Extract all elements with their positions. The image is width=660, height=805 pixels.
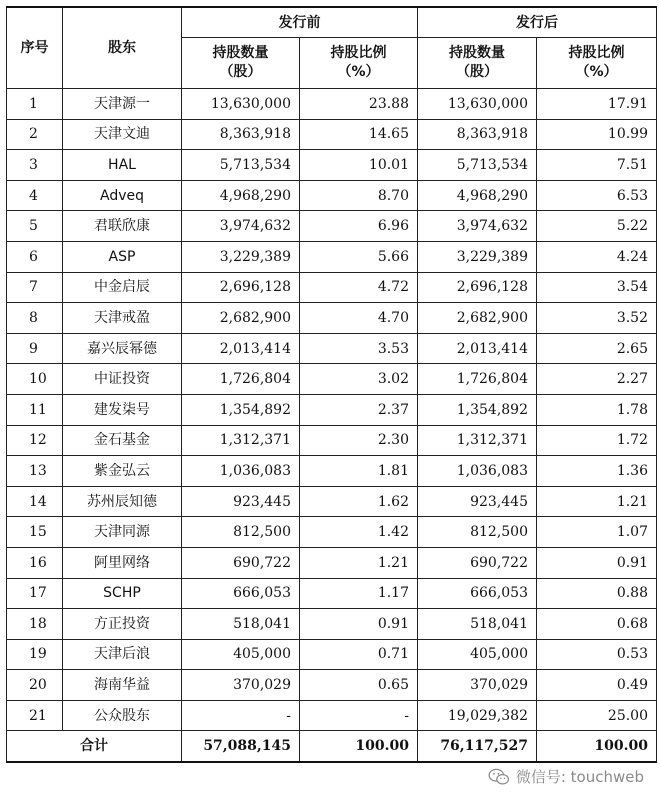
- row-before-pct: 1.42: [300, 517, 418, 548]
- total-row: [7, 731, 657, 763]
- table-row: [7, 364, 657, 395]
- row-shareholder: 阿里网络: [63, 547, 182, 578]
- row-shareholder: 天津戒盈: [63, 303, 182, 334]
- header-after-pct: [537, 38, 657, 89]
- header-qty-unit: （股）: [456, 64, 498, 80]
- header-qty-label: 持股数量: [212, 45, 269, 61]
- row-before-pct: -: [300, 700, 418, 731]
- row-seq: 15: [7, 517, 63, 548]
- table-row: [7, 241, 657, 272]
- header-pct-label: 持股比例: [330, 45, 387, 61]
- row-before-pct: 14.65: [300, 119, 418, 150]
- row-after-qty: 1,312,371: [418, 425, 537, 456]
- row-seq: 9: [7, 333, 63, 364]
- row-before-qty: 2,696,128: [182, 272, 300, 303]
- row-before-pct: 1.21: [300, 547, 418, 578]
- table-row: [7, 119, 657, 150]
- total-before-pct: 100.00: [300, 731, 418, 763]
- row-before-pct: 5.66: [300, 241, 418, 272]
- row-before-pct: 2.30: [300, 425, 418, 456]
- row-after-qty: 405,000: [418, 639, 537, 670]
- row-before-pct: 8.70: [300, 180, 418, 211]
- row-after-qty: 1,726,804: [418, 364, 537, 395]
- row-seq: 7: [7, 272, 63, 303]
- row-before-qty: 923,445: [182, 486, 300, 517]
- total-before-qty: 57,088,145: [182, 731, 300, 763]
- row-after-qty: 518,041: [418, 609, 537, 640]
- row-after-qty: 3,229,389: [418, 241, 537, 272]
- row-before-qty: 5,713,534: [182, 150, 300, 181]
- row-seq: 12: [7, 425, 63, 456]
- header-pct-label: 持股比例: [568, 45, 625, 61]
- table-row: [7, 486, 657, 517]
- row-before-qty: 690,722: [182, 547, 300, 578]
- total-label: 合计: [7, 731, 182, 763]
- row-shareholder: ASP: [63, 241, 182, 272]
- row-after-pct: 3.52: [537, 303, 657, 334]
- row-seq: 10: [7, 364, 63, 395]
- row-after-pct: 1.72: [537, 425, 657, 456]
- table-header: [7, 7, 657, 89]
- header-shareholder: 股东: [63, 7, 182, 89]
- table-row: [7, 272, 657, 303]
- total-after-pct: 100.00: [537, 731, 657, 763]
- row-after-qty: 4,968,290: [418, 180, 537, 211]
- row-after-qty: 1,036,083: [418, 456, 537, 487]
- row-after-qty: 923,445: [418, 486, 537, 517]
- row-shareholder: 建发柒号: [63, 394, 182, 425]
- row-after-qty: 2,682,900: [418, 303, 537, 334]
- row-after-pct: 25.00: [537, 700, 657, 731]
- row-after-qty: 3,974,632: [418, 211, 537, 242]
- row-after-pct: 0.68: [537, 609, 657, 640]
- header-before-pct: [300, 38, 418, 89]
- row-after-qty: 19,029,382: [418, 700, 537, 731]
- row-shareholder: 君联欣康: [63, 211, 182, 242]
- row-before-pct: 4.70: [300, 303, 418, 334]
- wechat-icon: [488, 768, 510, 786]
- row-after-pct: 6.53: [537, 180, 657, 211]
- table-row: [7, 394, 657, 425]
- row-before-qty: 2,013,414: [182, 333, 300, 364]
- row-before-qty: 1,726,804: [182, 364, 300, 395]
- row-after-pct: 1.78: [537, 394, 657, 425]
- row-before-qty: 1,354,892: [182, 394, 300, 425]
- row-after-pct: 3.54: [537, 272, 657, 303]
- watermark: [488, 766, 644, 787]
- table-row: [7, 180, 657, 211]
- row-after-qty: 812,500: [418, 517, 537, 548]
- row-after-pct: 17.91: [537, 89, 657, 120]
- row-shareholder: HAL: [63, 150, 182, 181]
- row-before-pct: 4.72: [300, 272, 418, 303]
- row-before-pct: 3.02: [300, 364, 418, 395]
- row-shareholder: 中金启辰: [63, 272, 182, 303]
- row-after-pct: 7.51: [537, 150, 657, 181]
- row-seq: 4: [7, 180, 63, 211]
- row-after-pct: 0.88: [537, 578, 657, 609]
- row-after-pct: 2.65: [537, 333, 657, 364]
- row-after-pct: 4.24: [537, 241, 657, 272]
- table-row: [7, 700, 657, 731]
- row-before-pct: 6.96: [300, 211, 418, 242]
- table-row: [7, 456, 657, 487]
- row-before-pct: 0.71: [300, 639, 418, 670]
- row-after-qty: 370,029: [418, 670, 537, 701]
- table-row: [7, 89, 657, 120]
- row-seq: 16: [7, 547, 63, 578]
- row-after-pct: 5.22: [537, 211, 657, 242]
- row-seq: 3: [7, 150, 63, 181]
- table-footer: [7, 731, 657, 763]
- row-seq: 13: [7, 456, 63, 487]
- row-shareholder: 方正投资: [63, 609, 182, 640]
- header-pct-unit: （%）: [575, 64, 618, 80]
- row-seq: 19: [7, 639, 63, 670]
- header-before-issue: 发行前: [182, 7, 418, 38]
- row-shareholder: 天津同源: [63, 517, 182, 548]
- shareholding-table-wrapper: [6, 6, 656, 763]
- table-row: [7, 211, 657, 242]
- row-shareholder: 紫金弘云: [63, 456, 182, 487]
- row-seq: 11: [7, 394, 63, 425]
- row-seq: 6: [7, 241, 63, 272]
- row-after-pct: 0.91: [537, 547, 657, 578]
- header-qty-label: 持股数量: [449, 45, 505, 61]
- row-after-qty: 8,363,918: [418, 119, 537, 150]
- row-before-qty: 666,053: [182, 578, 300, 609]
- header-after-issue: 发行后: [418, 7, 657, 38]
- table-row: [7, 425, 657, 456]
- row-seq: 21: [7, 700, 63, 731]
- table-row: [7, 670, 657, 701]
- row-shareholder: Adveq: [63, 180, 182, 211]
- row-shareholder: 天津源一: [63, 89, 182, 120]
- row-before-qty: -: [182, 700, 300, 731]
- row-before-qty: 3,229,389: [182, 241, 300, 272]
- total-after-qty: 76,117,527: [418, 731, 537, 763]
- row-before-qty: 13,630,000: [182, 89, 300, 120]
- row-after-qty: 13,630,000: [418, 89, 537, 120]
- row-before-qty: 3,974,632: [182, 211, 300, 242]
- row-before-pct: 0.65: [300, 670, 418, 701]
- row-after-pct: 2.27: [537, 364, 657, 395]
- header-after-qty: [418, 38, 537, 89]
- row-before-qty: 405,000: [182, 639, 300, 670]
- shareholding-table: [6, 6, 657, 763]
- table-row: [7, 609, 657, 640]
- table-body: [7, 89, 657, 731]
- row-shareholder: 嘉兴辰幂德: [63, 333, 182, 364]
- row-before-qty: 1,036,083: [182, 456, 300, 487]
- row-after-qty: 666,053: [418, 578, 537, 609]
- row-after-qty: 5,713,534: [418, 150, 537, 181]
- row-shareholder: 天津文迪: [63, 119, 182, 150]
- row-after-pct: 10.99: [537, 119, 657, 150]
- row-after-qty: 2,696,128: [418, 272, 537, 303]
- row-before-qty: 2,682,900: [182, 303, 300, 334]
- table-row: [7, 303, 657, 334]
- header-before-qty: [182, 38, 300, 89]
- row-before-qty: 8,363,918: [182, 119, 300, 150]
- row-after-qty: 1,354,892: [418, 394, 537, 425]
- row-shareholder: 公众股东: [63, 700, 182, 731]
- row-before-pct: 23.88: [300, 89, 418, 120]
- row-before-pct: 1.17: [300, 578, 418, 609]
- row-after-qty: 2,013,414: [418, 333, 537, 364]
- row-seq: 8: [7, 303, 63, 334]
- row-shareholder: 海南华益: [63, 670, 182, 701]
- table-row: [7, 333, 657, 364]
- row-before-qty: 518,041: [182, 609, 300, 640]
- row-shareholder: SCHP: [63, 578, 182, 609]
- row-seq: 2: [7, 119, 63, 150]
- row-after-pct: 1.07: [537, 517, 657, 548]
- row-before-pct: 3.53: [300, 333, 418, 364]
- table-row: [7, 547, 657, 578]
- row-before-pct: 1.62: [300, 486, 418, 517]
- row-before-pct: 0.91: [300, 609, 418, 640]
- table-row: [7, 639, 657, 670]
- row-after-pct: 1.21: [537, 486, 657, 517]
- row-before-pct: 2.37: [300, 394, 418, 425]
- row-shareholder: 天津后浪: [63, 639, 182, 670]
- row-seq: 17: [7, 578, 63, 609]
- row-before-qty: 812,500: [182, 517, 300, 548]
- row-before-pct: 10.01: [300, 150, 418, 181]
- row-before-qty: 1,312,371: [182, 425, 300, 456]
- header-seq: 序号: [7, 7, 63, 89]
- row-seq: 5: [7, 211, 63, 242]
- row-seq: 18: [7, 609, 63, 640]
- row-before-qty: 4,968,290: [182, 180, 300, 211]
- table-row: [7, 517, 657, 548]
- row-after-pct: 1.36: [537, 456, 657, 487]
- row-after-qty: 690,722: [418, 547, 537, 578]
- row-shareholder: 金石基金: [63, 425, 182, 456]
- row-shareholder: 中证投资: [63, 364, 182, 395]
- header-pct-unit: （%）: [337, 64, 380, 80]
- row-before-qty: 370,029: [182, 670, 300, 701]
- table-row: [7, 578, 657, 609]
- row-shareholder: 苏州辰知德: [63, 486, 182, 517]
- watermark-text: 微信号: touchweb: [515, 768, 644, 786]
- row-seq: 20: [7, 670, 63, 701]
- row-seq: 1: [7, 89, 63, 120]
- table-row: [7, 150, 657, 181]
- row-seq: 14: [7, 486, 63, 517]
- row-after-pct: 0.53: [537, 639, 657, 670]
- row-after-pct: 0.49: [537, 670, 657, 701]
- header-qty-unit: （股）: [219, 64, 262, 80]
- row-before-pct: 1.81: [300, 456, 418, 487]
